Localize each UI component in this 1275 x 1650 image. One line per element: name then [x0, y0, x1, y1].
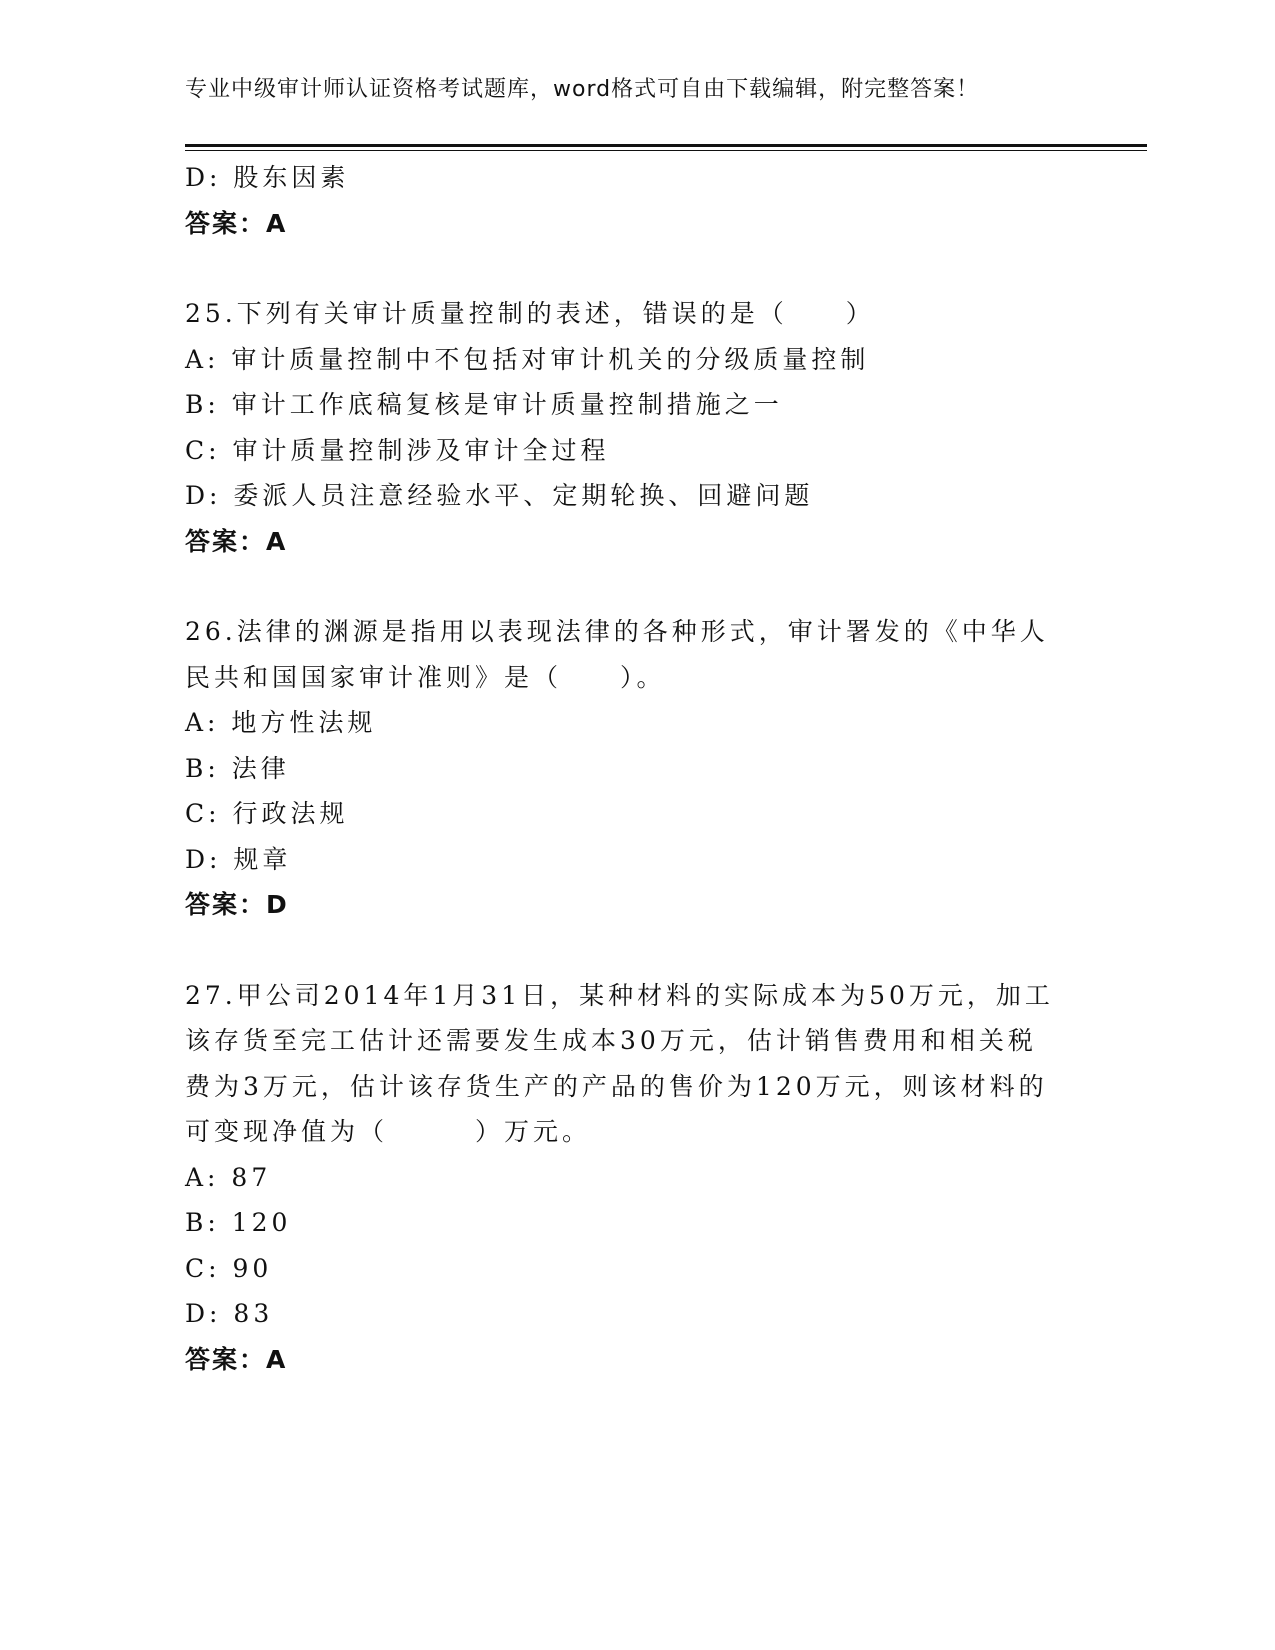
option-d: D: 规章	[185, 844, 292, 874]
answer-line: 答案：D	[185, 890, 289, 919]
header-rule-thick	[185, 144, 1147, 147]
option-a: A: 87	[185, 1162, 272, 1192]
option-d: D: 股东因素	[185, 163, 350, 192]
option-b: B: 120	[185, 1208, 292, 1237]
question-26	[185, 609, 1085, 928]
option-c: C: 审计质量控制涉及审计全过程	[185, 435, 610, 465]
page-header: 专业中级审计师认证资格考试题库，word格式可自由下载编辑，附完整答案！	[185, 77, 980, 102]
option-c: C: 行政法规	[185, 799, 349, 828]
question-25	[185, 291, 1085, 564]
option-a: A: 地方性法规	[185, 708, 377, 737]
header-rule-thin	[185, 150, 1147, 151]
option-c: C: 90	[185, 1253, 273, 1283]
answer-line: 答案：A	[185, 208, 288, 238]
answer-line: 答案：A	[185, 526, 288, 556]
option-a: A: 审计质量控制中不包括对审计机关的分级质量控制	[185, 344, 870, 374]
option-b: B: 法律	[185, 753, 290, 783]
question-stem: 25.下列有关审计质量控制的表述，错误的是（ ）	[185, 299, 875, 328]
option-d: D: 委派人员注意经验水平、定期轮换、回避问题	[185, 481, 814, 510]
question-stem: 26.法律的渊源是指用以表现法律的各种形式，审计署发的《中华人民共和国国家审计准则》是（ ）。	[185, 617, 1049, 692]
answer-line: 答案：A	[185, 1344, 288, 1374]
document-body	[185, 155, 1085, 1382]
question-27	[185, 973, 1085, 1383]
question-stem: 27.甲公司2014年1月31日，某种材料的实际成本为50万元，加工该存货至完工估计还需要发生成本30万元，估计销售费用和相关税费为3万元，估计该存货生产的产品的售价为120万元，则该材料的可变现净值为（ ）万元。	[185, 980, 1054, 1146]
option-d: D: 83	[185, 1299, 274, 1328]
option-b: B: 审计工作底稿复核是审计质量控制措施之一	[185, 390, 783, 419]
